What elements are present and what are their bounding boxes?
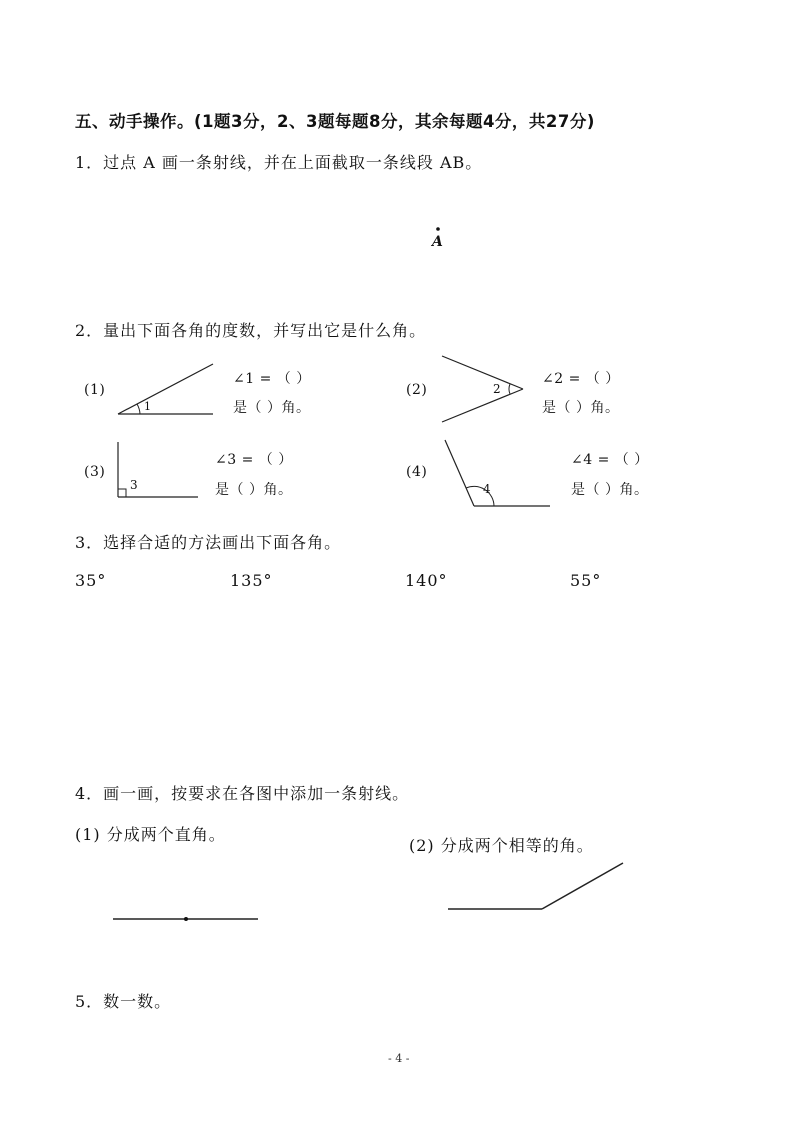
angle-3-tag: (3) [84, 464, 106, 480]
question-3-text: 3．选择合适的方法画出下面各角。 [75, 533, 342, 552]
angle-2-kind: 是（ ）角。 [542, 400, 620, 416]
question-1-text: 1．过点 A 画一条射线，并在上面截取一条线段 AB。 [75, 153, 483, 172]
angle-2-measure: ∠2 = （ ） [542, 371, 620, 387]
angle-4-tag: (4) [406, 464, 428, 480]
angle-1-mark: 1 [144, 400, 151, 413]
section-title: 五、动手操作。(1题3分，2、3题每题8分，其余每题4分，共27分) [75, 112, 595, 131]
page-number: - 4 - [388, 1052, 410, 1065]
question-4-text: 4．画一画，按要求在各图中添加一条射线。 [75, 784, 410, 803]
angle-2-mark: 2 [493, 382, 501, 396]
angle-value-35: 35° [75, 571, 107, 590]
angle-4-mark: 4 [483, 482, 491, 496]
angle-1-measure: ∠1 = （ ） [233, 371, 311, 387]
question-4-sub2: (2) 分成两个相等的角。 [409, 836, 594, 855]
angle-1-kind: 是（ ）角。 [233, 400, 311, 416]
angle-3-mark: 3 [130, 478, 138, 492]
question-4-sub1: (1) 分成两个直角。 [75, 825, 226, 844]
angle-3-kind: 是（ ）角。 [215, 482, 293, 498]
straight-line-figure [113, 917, 258, 921]
question-2-text: 2．量出下面各角的度数，并写出它是什么角。 [75, 321, 427, 340]
angle-1-tag: (1) [84, 382, 106, 398]
angle-value-55: 55° [570, 571, 602, 590]
angle-3-measure: ∠3 = （ ） [215, 452, 293, 468]
angle-value-135: 135° [230, 571, 273, 590]
obtuse-angle-figure [448, 863, 623, 909]
angle-2-tag: (2) [406, 382, 428, 398]
angle-4-kind: 是（ ）角。 [571, 482, 649, 498]
angle-4-measure: ∠4 = （ ） [571, 452, 649, 468]
point-a-label: A [432, 234, 444, 250]
angle-value-140: 140° [405, 571, 448, 590]
question-5-text: 5．数一数。 [75, 992, 172, 1011]
